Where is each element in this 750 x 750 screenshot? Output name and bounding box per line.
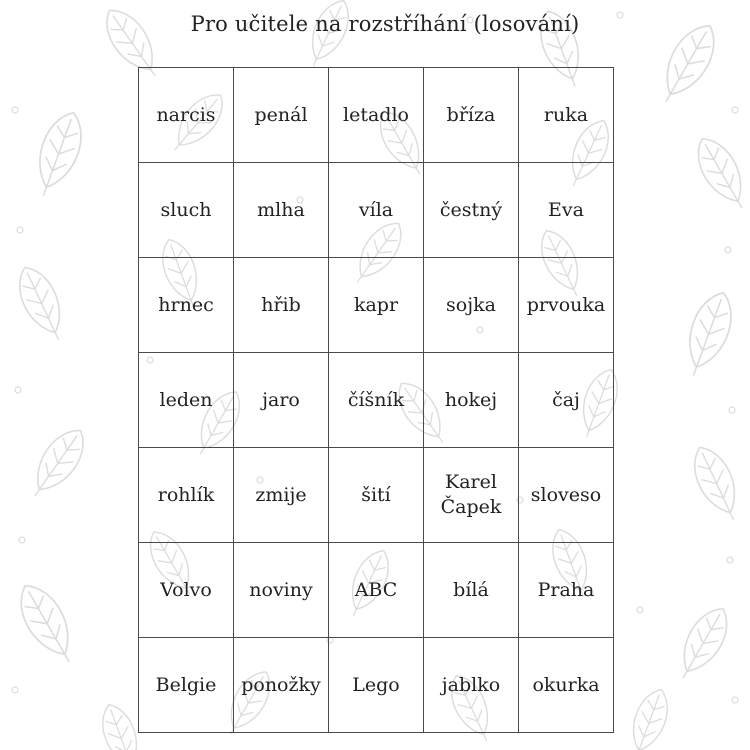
leaf-icon [676,287,740,382]
word-card: jaro [234,353,329,448]
word-card: ruka [519,68,614,163]
word-card: penál [234,68,329,163]
word-card: prvouka [519,258,614,353]
word-card: narcis [139,68,234,163]
word-card: hrnec [139,258,234,353]
dot-icon [15,387,21,393]
word-card: kapr [329,258,424,353]
grid-row [139,448,614,543]
grid-row [139,638,614,733]
word-card: sloveso [519,448,614,543]
grid-row [139,68,614,163]
leaf-icon [669,601,738,687]
grid-row [139,258,614,353]
word-card: hokej [424,353,519,448]
word-card: ponožky [234,638,329,733]
word-card: Volvo [139,543,234,638]
dot-icon [637,607,643,613]
word-card: Eva [519,163,614,258]
word-card: Lego [329,638,424,733]
word-card: mlha [234,163,329,258]
word-card: šití [329,448,424,543]
dot-icon [12,107,18,113]
leaf-icon [300,0,357,72]
dot-icon [727,557,733,563]
word-card: sojka [424,258,519,353]
leaf-icon [685,440,749,526]
dot-icon [19,537,25,543]
word-card: číšník [329,353,424,448]
dot-icon [12,687,18,693]
word-card: hřib [234,258,329,353]
word-card: bříza [424,68,519,163]
grid-row [139,353,614,448]
word-card: čestný [424,163,519,258]
dot-icon [725,247,731,253]
dot-icon [732,107,738,113]
leaf-icon [688,131,750,217]
leaf-icon [21,421,94,505]
word-card: jablko [424,638,519,733]
word-card-grid [138,67,614,733]
word-card: zmije [234,448,329,543]
grid-row [139,163,614,258]
leaf-icon [26,107,90,202]
word-card: čaj [519,353,614,448]
word-card: noviny [234,543,329,638]
word-card: Karel Čapek [424,448,519,543]
word-card: leden [139,353,234,448]
word-card: ABC [329,543,424,638]
leaf-icon [10,260,74,346]
word-card: sluch [139,163,234,258]
word-card: víla [329,163,424,258]
word-card: Belgie [139,638,234,733]
page-title: Pro učitele na rozstříhání (losování) [190,12,580,36]
word-card: Praha [519,543,614,638]
leaf-icon [623,684,676,750]
dot-icon [732,697,738,703]
word-card: okurka [519,638,614,733]
word-card: bílá [424,543,519,638]
dot-icon [729,407,735,413]
word-card: letadlo [329,68,424,163]
word-card: rohlík [139,448,234,543]
grid-row [139,543,614,638]
dot-icon [17,227,23,233]
leaf-icon [9,577,84,671]
